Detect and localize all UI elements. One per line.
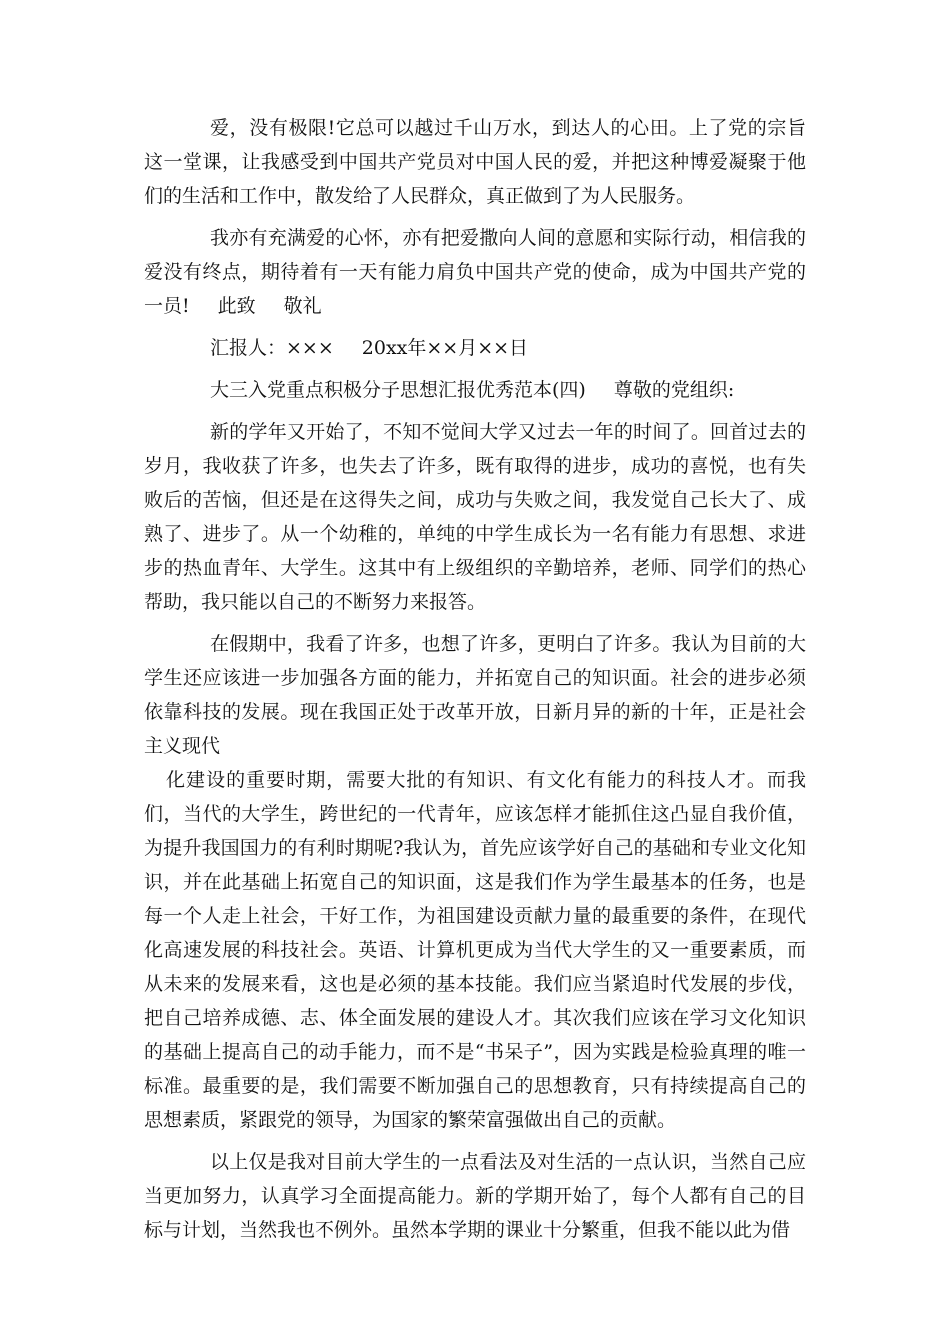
closing-regards: 敬礼 bbox=[283, 295, 322, 317]
paragraph-conclusion: 以上仅是我对目前大学生的一点看法及对生活的一点认识，当然自己应当更加努力，认真学习全面提高能力。新的学期开始了，每个人都有自己的目标与计划，当然我也不例外。虽然本学期的课业十分繁重，但我不能以此为借 bbox=[144, 1151, 806, 1241]
report-date: 20xx年××月××日 bbox=[361, 337, 529, 359]
section-title: 大三入党重点积极分子思想汇报优秀范本(四) bbox=[210, 379, 586, 401]
paragraph-aspiration-text: 我亦有充满爱的心怀，亦有把爱撒向人间的意愿和实际行动，相信我的爱没有终点，期待着有一天有能力肩负中国共产党的使命，成为中国共产党的一员! bbox=[144, 227, 806, 317]
paragraph-new-year: 新的学年又开始了，不知不觉间大学又过去一年的时间了。回首过去的岁月，我收获了许多，也失去了许多，既有取得的进步，成功的喜悦，也有失败后的苦恼，但还是在这得失之间，成功与失败之间，我发觉自己长大了、成熟了、进步了。从一个幼稚的，单纯的中学生成长为一名有能力有思想、求进步的热血青年、大学生。这其中有上级组织的辛勤培养，老师、同学们的热心帮助，我只能以自己的不断努力来报答。 bbox=[144, 421, 806, 613]
paragraph-aspiration bbox=[144, 221, 806, 323]
closing-salutation: 此致 bbox=[217, 295, 256, 317]
paragraph-modernization: 化建设的重要时期，需要大批的有知识、有文化有能力的科技人才。而我们，当代的大学生，跨世纪的一代青年，应该怎样才能抓住这凸显自我价值，为提升我国国力的有利时期呢?我认为，首先应该学好自己的基础和专业文化知识，并在此基础上拓宽自己的知识面，这是我们作为学生最基本的任务，也是每一个人走上社会，干好工作，为祖国建设贡献力量的最重要的条件，在现代化高速发展的科技社会。英语、计算机更成为当代大学生的又一重要素质，而从未来的发展来看，这也是必须的基本技能。我们应当紧追时代发展的步伐，把自己培养成德、志、体全面发展的建设人才。其次我们应该在学习文化知识的基础上提高自己的动手能力，而不是“书呆子”，因为实践是检验真理的唯一标准。最重要的是，我们需要不断加强自己的思想教育，只有持续提高自己的思想素质，紧跟党的领导，为国家的繁荣富强做出自己的贡献。 bbox=[144, 769, 806, 1131]
section-heading bbox=[144, 373, 806, 407]
salutation: 尊敬的党组织: bbox=[613, 379, 735, 401]
reporter-label: 汇报人：××× bbox=[210, 337, 334, 359]
text-column bbox=[144, 111, 806, 1255]
reporter-line bbox=[144, 331, 806, 365]
paragraph-vacation: 在假期中，我看了许多，也想了许多，更明白了许多。我认为目前的大学生还应该进一步加强各方面的能力，并拓宽自己的知识面。社会的进步必须依靠科技的发展。现在我国正处于改革开放，日新月异的新的十年，正是社会主义现代 bbox=[144, 633, 806, 757]
paragraph-love: 爱，没有极限!它总可以越过千山万水，到达人的心田。上了党的宗旨这一堂课，让我感受到中国共产党员对中国人民的爱，并把这种博爱凝聚于他们的生活和工作中，散发给了人民群众，真正做到了为人民服务。 bbox=[144, 117, 806, 207]
